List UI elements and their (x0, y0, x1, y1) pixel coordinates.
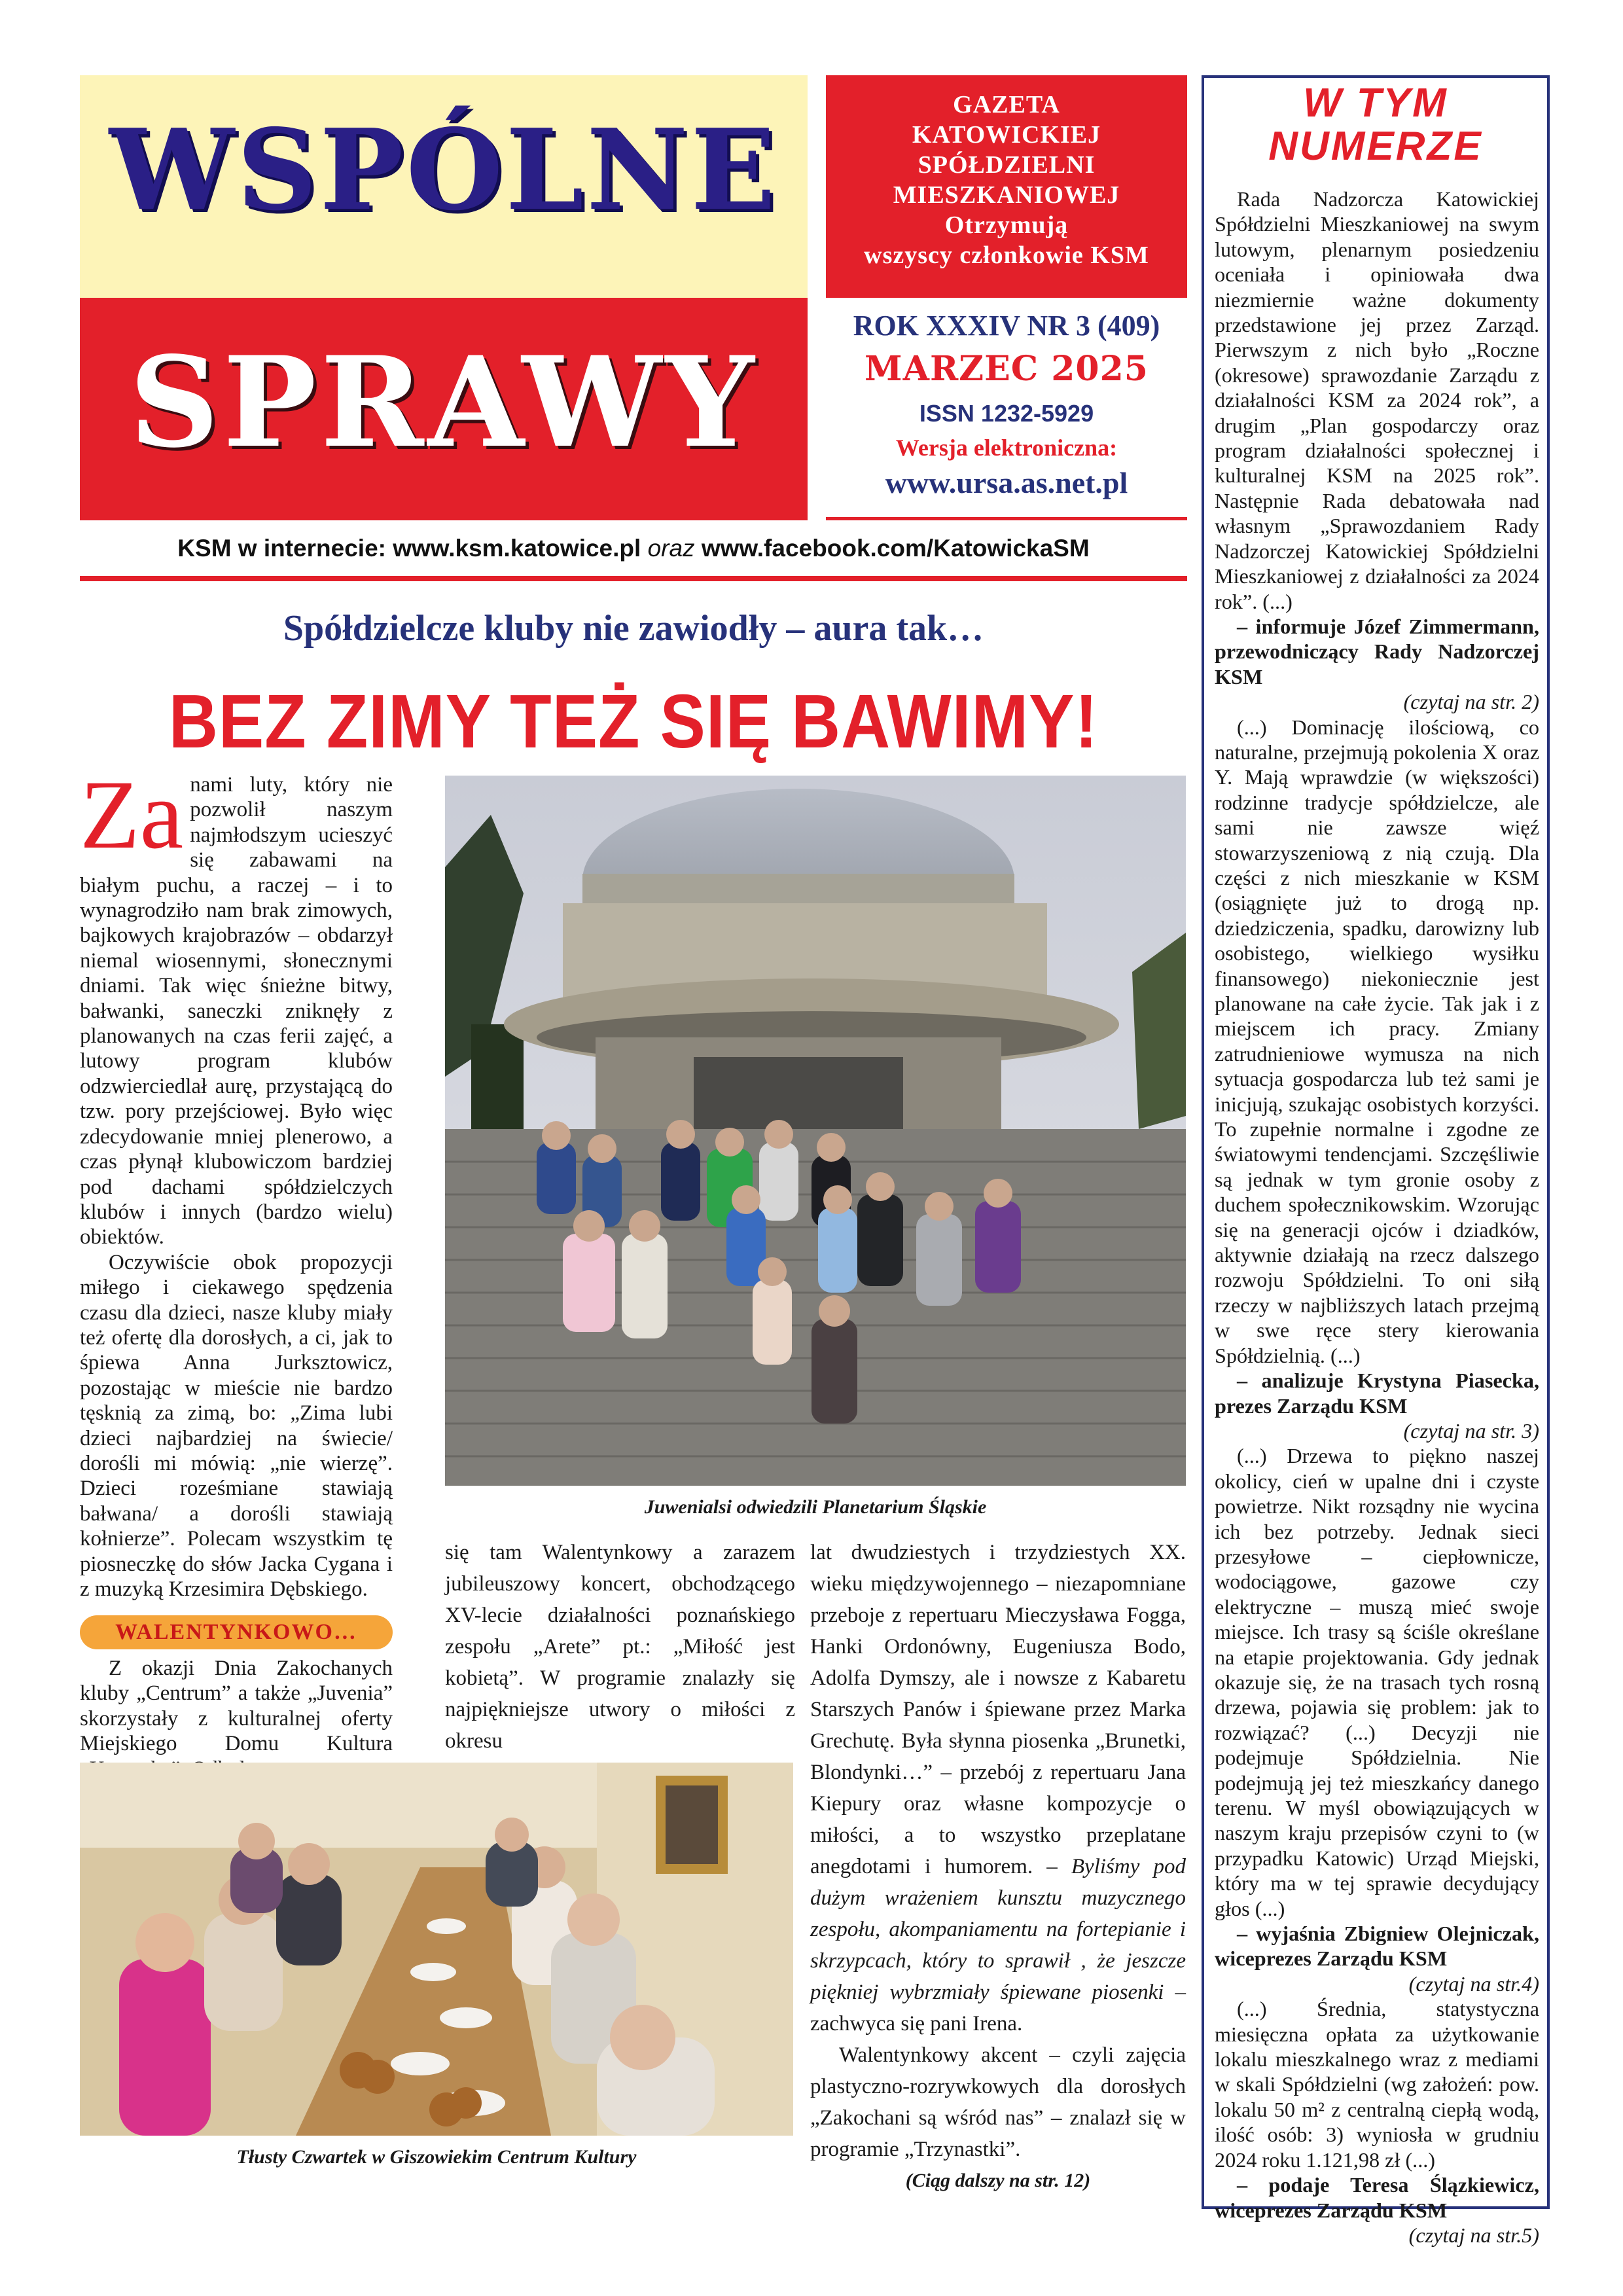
sidebar-item-text: (...) Dominację ilościową, co naturalne, przejmują pokolenia X oraz Y. Mają wprawdzie (w większości) rodzinne tradycje spółdzielcze, ale sami nie zawsze więź stowarzyszeniową z nią czują. Dla części z nich mieszkanie w KSM (osiągnięte już to drogą np. dziedziczenia, spadku, darowizny lub osobistego, wielkiego wysiłku finansowego) niekoniecznie jest planowane na całe życie. Tak jak i z miejscem ich pracy. Zmiany zatrudnieniowe wymusza na nich sytuacja gospodarcza lub też sami je inicjują, szukając osobistych korzyści. To zupełnie normalne i zgodne ze światowymi tendencjami. Szczęśliwie są jednak w tym gronie osoby z duchem społecznikowskim. Wzorując się na generacji ojców i dziadków, aktywnie działają na rzecz dalszego rozwoju Spółdzielni. To oni siłą rzeczy w najbliższych latach przejmą w swe ręce stery kierowania Spółdzielnią. (...) (1215, 715, 1539, 1367)
article-paragraph: lat dwudziestych i trzydziestych XX. wieku międzywojennego – niezapomniane przeboje z repertuaru Mieczysława Fogga, Hanki Ordonówny, Eugeniusza Bodo, Adolfa Dymszy, ale i nowsze z Kabaretu Starszych Panów i śpiewane przez Marka Grechutę. Była słynna piosenka „Brunetki, Blondynki…” – przebój z repertuaru Jana Kiepury oraz własne kompozycje o miłości, a to wszystko przeplatane anegdotami i humorem. – Byliśmy pod dużym wrażeniem kunsztu muzycznego zespołu, akompaniamentu na fortepianie i skrzypcach, który to sprawił , że jeszcze piękniej wybrzmiały śpiewane piosenki – zachwyca się pani Irena. (810, 1541, 1186, 2036)
sidebar-content (1215, 187, 1539, 2248)
sidebar-item-ref-link[interactable]: (czytaj na str. 2) (1403, 690, 1539, 714)
article-column-3 (810, 1537, 1186, 2197)
sidebar-item-signature: – podaje Teresa Ślązkiewicz, wiceprezes Zarządu KSM (1215, 2173, 1539, 2222)
sidebar-item-text: Rada Nadzorcza Katowickiej Spółdzielni Mieszkaniowej na swym lutowym, plenarnym posiedzeniu oceniała i opiniowała dwa niezmiernie ważne dokumenty przedstawione jej przez Zarząd. Pierwszym z nich było „Roczne (okresowe) sprawozdanie Zarządu z działalności KSM za 2024 rok”, a drugim „Plan gospodarczy oraz program działalności społecznej i kulturalnej KSM na 2025 rok”. Następnie Rada debatowała nad własnym „Sprawozdaniem Rady Nadzorczej Katowickiej Spółdzielni Mieszkaniowej z działalności za 2024 rok”. (...) (1215, 187, 1539, 613)
divider (80, 576, 1187, 581)
photo-caption: Juwenialsi odwiedzili Planetarium Śląskie (644, 1496, 987, 1518)
publisher-line: SPÓŁDZIELNI (918, 151, 1096, 179)
publisher-box (826, 75, 1187, 298)
sidebar-item-ref-link[interactable]: (czytaj na str. 3) (1403, 1418, 1539, 1443)
quote: – Byliśmy pod dużym wrażeniem kunsztu muzycznego zespołu, akompaniamentu na fortepianie i skrzypcach, który to sprawił , że jeszcze piękniej wybrzmiały śpiewane piosenki (810, 1855, 1186, 2004)
continued-note: (Ciąg dalszy na str. 12) (905, 2170, 1091, 2191)
article-paragraph: Oczywiście obok propozycji miłego i ciekawego spędzenia czasu dla dzieci, nasze kluby miały też ofertę dla dorosłych, a ci, jak to śpiewa Anna Jurksztowicz, pozostając w mieście nie bardzo tęsknią za zimą, bo: „Zima lubi dzieci najbardziej na świecie/ dorośli mi mówią: „nie wierzę”. Dzieci roześmiane stawiają bałwana/ a dorośli stawiają kołnierze”. Polecam wszystkim tę piosneczkę do słów Jacka Cygana i z muzyką Krzesimira Dębskiego. (80, 1250, 393, 1601)
publisher-line: MIESZKANIOWEJ (893, 181, 1120, 209)
article-paragraph: Walentynkowy akcent – czyli zajęcia plastyczno-rozrywkowych dla dorosłych „Zakochani są wśród nas” – znalazł się w programie „Trzynastki”. (810, 2043, 1186, 2161)
article-column-1 (80, 761, 393, 1602)
publisher-line: GAZETA (953, 91, 1060, 118)
article-column-2 (445, 1537, 795, 1757)
issue-number: ROK XXXIV NR 3 (409) (853, 310, 1160, 342)
issue-date: MARZEC 2025 (865, 349, 1149, 389)
issn: ISSN 1232-5929 (919, 400, 1094, 427)
web-links (80, 532, 1187, 565)
sidebar-item (1215, 1996, 1539, 2248)
publisher-line: wszyscy członkowie KSM (864, 242, 1149, 269)
sidebar-item-text: (...) Drzewa to piękno naszej okolicy, cień w upalne dni i czyste powietrze. Nikt rozsądny nie wycina ich bez potrzeby. Jednak sieci przesyłowe – ciepłownicze, wodociągowe, gazowe czy elektryczne – muszą mieć swoje miejsce. Ich trasy są ściśle określane na etapie projektowania. Gdy jednak okazuje się, że na trasach tych rosną drzewa, pojawia się problem: jak to rozwiązać? (...) Decyzji nie podejmuje Spółdzielnia. Nie podejmują jej też mieszkańcy danego terenu. W myśl obowiązujących w naszym kraju przepisów czyni to (w przypadku Katowic) Urząd Miejski, który ma w tej sprawie decydujący głos (...) (1215, 1444, 1539, 1920)
article-paragraph: się tam Walentynkowy a zarazem jubileuszowy koncert, obchodzącego XV-lecie działalności poznańskiego zespołu „Arete” pt.: „Miłość jest kobietą”. W programie znalazły się najpiękniejsze utwory o miłości z okresu (445, 1541, 795, 1753)
issue-info (826, 308, 1187, 501)
publisher-line: KATOWICKIEJ (912, 121, 1101, 149)
section-label-badge: WALENTYNKOWO… (80, 1615, 393, 1649)
sidebar-item-ref-link[interactable]: (czytaj na str.5) (1408, 2223, 1539, 2247)
web-link-facebook[interactable]: www.facebook.com/KatowickaSM (701, 535, 1090, 562)
publisher-line: Otrzymują (944, 211, 1069, 239)
sidebar-item-signature: – analizuje Krystyna Piasecka, prezes Zarządu KSM (1215, 1369, 1539, 1418)
drop-cap: Za (80, 761, 184, 869)
sidebar-item (1215, 187, 1539, 715)
web-link-ksm[interactable]: KSM w internecie: www.ksm.katowice.pl (177, 535, 641, 562)
masthead-title-line2: SPRAWY (129, 329, 758, 475)
web-or: oraz (647, 535, 695, 562)
article-headline: BEZ ZIMY TEŻ SIĘ BAWIMY! (168, 679, 1099, 764)
sidebar-title: W TYM NUMERZE (1268, 81, 1483, 169)
masthead-title-line1: WSPÓLNE (109, 105, 779, 236)
sidebar-item (1215, 715, 1539, 1444)
photo-caption: Tłusty Czwartek w Giszowiekim Centrum Kultury (236, 2146, 637, 2168)
article-paragraph: Z okazji Dnia Zakochanych kluby „Centrum” a także „Juvenia” skorzystały z kulturalnej oferty Miejskiego Domu Kultura (80, 1657, 393, 1756)
electronic-url-link[interactable]: www.ursa.as.net.pl (885, 466, 1128, 499)
sidebar-item-signature: – informuje Józef Zimmermann, przewodniczący Rady Nadzorczej KSM (1215, 614, 1539, 689)
divider (826, 517, 1187, 520)
sidebar-item-ref-link[interactable]: (czytaj na str.4) (1408, 1971, 1539, 1996)
article-paragraph: Za nami luty, który nie pozwolił naszym najmłodszym ucieszyć się zabawami na białym puchu, a raczej – i to wynagrodziło nam brak zimowych, bajkowych krajobrazów – obdarzył niemal wiosennymi, słonecznymi dniami. Tak więc śnieżne bitwy, bałwanki, saneczki zniknęły z planowanych na czas ferii zajęć, a lutowy program klubów odzwierciedlał aurę, przystającą do tzw. pory przejściowej. Było więc zdecydowanie mniej plenerowo, a czas płynął klubowiczom bardziej pod dachami spółdzielczych klubów i innych (bardzo wielu) obiektów. (80, 761, 393, 1249)
planetarium-photo (445, 776, 1186, 1486)
article-kicker: Spółdzielcze kluby nie zawiodły – aura tak… (283, 608, 984, 649)
sidebar-item-signature: – wyjaśnia Zbigniew Olejniczak, wiceprezes Zarządu KSM (1215, 1922, 1539, 1971)
tlusty-czwartek-photo (80, 1763, 793, 2136)
sidebar-item (1215, 1443, 1539, 1996)
sidebar-item-text: (...) Średnia, statystyczna miesięczna opłata za użytkowanie lokalu mieszkalnego wraz z mediami w skali Spółdzielni (wg założeń: pow. lokalu 50 m² z centralną ciepłą wodą, ilość osób: 3) wyniosła w grudniu 2024 roku 1.121,98 zł (...) (1215, 1997, 1539, 2172)
electronic-label: Wersja elektroniczna: (895, 435, 1118, 461)
